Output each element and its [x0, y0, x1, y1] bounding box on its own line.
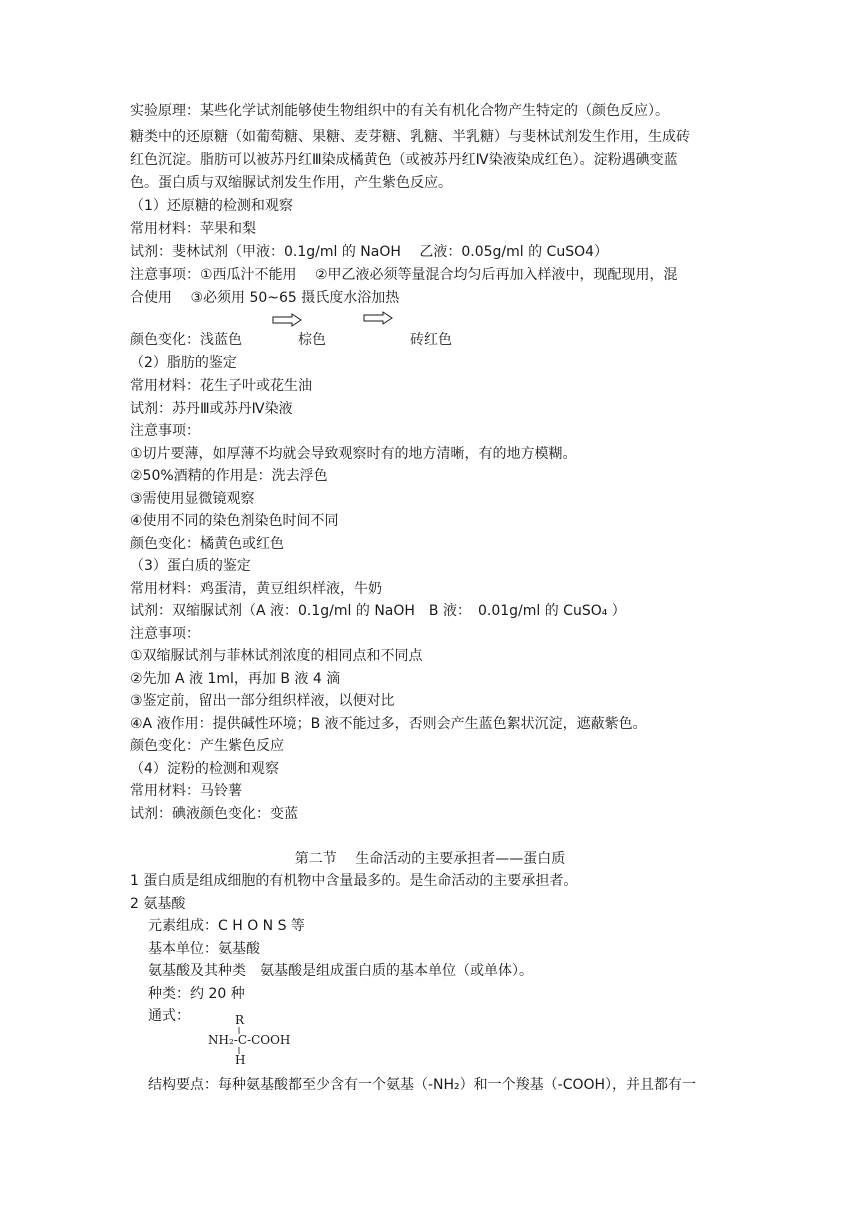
formula-h-atom: H [235, 1053, 246, 1067]
text-line: 试剂：苏丹Ⅲ或苏丹Ⅳ染液 [130, 401, 293, 417]
list-item: ③需使用显微镜观察 [130, 491, 255, 507]
text-line: 颜色变化：产生紫色反应 [130, 738, 284, 754]
formula-main-chain: NH₂-C-COOH [208, 1033, 291, 1047]
text-line: 常用材料：鸡蛋清，黄豆组织样液，牛奶 [130, 581, 382, 597]
subheading: （4）淀粉的检测和观察 [130, 761, 279, 777]
text-line: 注意事项： [130, 626, 200, 642]
right-arrow-icon [363, 311, 393, 325]
text-line: 注意事项： [130, 423, 200, 439]
list-item: ①双缩脲试剂与菲林试剂浓度的相同点和不同点 [130, 648, 423, 664]
text-line: 基本单位：氨基酸 [148, 941, 260, 957]
text-line: 试剂：碘液颜色变化：变蓝 [130, 806, 298, 822]
section-title: 第二节 生命活动的主要承担者——蛋白质 [294, 851, 566, 867]
text-line: 颜色变化：橘黄色或红色 [130, 536, 284, 552]
text-line: 通式： [148, 1008, 190, 1024]
amino-acid-formula [204, 1013, 314, 1069]
text-line: 注意事项：①西瓜汁不能用 ②甲乙液必须等量混合均匀后再加入样液中，现配现用，混 [130, 267, 678, 283]
list-item: ②50%酒精的作用是：洗去浮色 [130, 468, 328, 484]
list-item: ④使用不同的染色剂染色时间不同 [130, 513, 339, 529]
right-arrow-icon [272, 313, 302, 327]
text-line: 常用材料：苹果和梨 [130, 221, 256, 237]
text-line: 种类：约 20 种 [148, 986, 245, 1002]
text-line: 糖类中的还原糖（如葡萄糖、果糖、麦芽糖、乳糖、半乳糖）与斐林试剂发生作用，生成砖 [130, 129, 690, 145]
text-line: 2 氨基酸 [130, 896, 186, 912]
text-line: 试剂：双缩脲试剂（A 液：0.1g/ml 的 NaOH B 液： 0.01g/ml 的 CuSO₄ ） [130, 603, 626, 619]
text-line: 颜色变化：浅蓝色 棕色 砖红色 [130, 332, 452, 348]
subheading: （2）脂肪的鉴定 [130, 355, 237, 371]
list-item: ④A 液作用：提供碱性环境；B 液不能过多，否则会产生蓝色絮状沉淀，遮蔽紫色。 [130, 716, 647, 732]
list-item: ③鉴定前，留出一部分组织样液，以便对比 [130, 693, 395, 709]
text-line: 常用材料：马铃薯 [130, 783, 242, 799]
text-line: 合使用 ③必须用 50~65 摄氏度水浴加热 [130, 290, 400, 306]
text-line: 结构要点：每种氨基酸都至少含有一个氨基（-NH₂）和一个羧基（-COOH），并且都有一 [148, 1077, 697, 1093]
text-line: 氨基酸及其种类 氨基酸是组成蛋白质的基本单位（或单体）。 [148, 963, 533, 979]
list-item: ①切片要薄，如厚薄不均就会导致观察时有的地方清晰，有的地方模糊。 [130, 446, 577, 462]
text-line: 实验原理：某些化学试剂能够使生物组织中的有关有机化合物产生特定的（颜色反应）。 [130, 103, 669, 119]
text-line: 1 蛋白质是组成细胞的有机物中含量最多的。是生命活动的主要承担者。 [130, 873, 578, 889]
text-line: 色。蛋白质与双缩脲试剂发生作用，产生紫色反应。 [130, 175, 452, 191]
text-line: 常用材料：花生子叶或花生油 [130, 378, 312, 394]
subheading: （3）蛋白质的鉴定 [130, 558, 251, 574]
text-line: 红色沉淀。脂肪可以被苏丹红Ⅲ染成橘黄色（或被苏丹红Ⅳ染液染成红色）。淀粉遇碘变蓝 [130, 152, 678, 168]
list-item: ②先加 A 液 1ml，再加 B 液 4 滴 [130, 671, 341, 687]
text-line: 元素组成：C H O N S 等 [148, 918, 305, 934]
formula-r-group: R [235, 1013, 245, 1027]
subheading: （1）还原糖的检测和观察 [130, 198, 293, 214]
text-line: 试剂：斐林试剂（甲液：0.1g/ml 的 NaOH 乙液：0.05g/ml 的 CuSO4） [130, 244, 609, 260]
